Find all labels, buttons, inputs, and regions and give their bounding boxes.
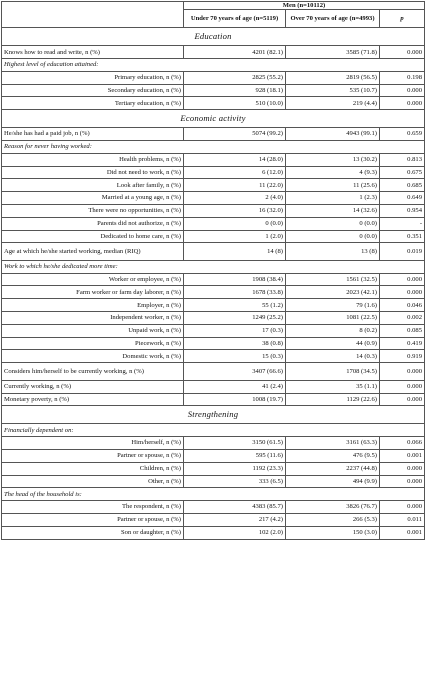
value-over-70: 2237 (44.8) [286, 462, 380, 475]
table-row [2, 97, 425, 110]
value-under-70: 17 (0.3) [184, 324, 286, 337]
value-under-70: 14 (28.0) [184, 153, 286, 166]
table-row [2, 243, 425, 261]
value-p: 0.000 [380, 475, 425, 488]
value-under-70: 6 (12.0) [184, 166, 286, 179]
value-p: 0.419 [380, 337, 425, 350]
section-row [2, 28, 425, 46]
value-under-70: 1192 (23.3) [184, 462, 286, 475]
value-over-70: 8 (0.2) [286, 324, 380, 337]
table-row [2, 299, 425, 312]
table-row [2, 449, 425, 462]
value-over-70: 1081 (22.5) [286, 312, 380, 325]
row-label: Unpaid work, n (%) [2, 324, 184, 337]
value-over-70: 14 (32.6) [286, 204, 380, 217]
value-over-70: 535 (10.7) [286, 84, 380, 97]
header-over-70: Over 70 years of age (n=4993) [286, 10, 380, 28]
row-label: Primary education, n (%) [2, 71, 184, 84]
table-row [2, 380, 425, 393]
value-p: 0.659 [380, 128, 425, 141]
value-p: 0.000 [380, 501, 425, 514]
value-p: 0.000 [380, 286, 425, 299]
table-row [2, 475, 425, 488]
value-under-70: 510 (10.0) [184, 97, 286, 110]
value-under-70: 333 (6.5) [184, 475, 286, 488]
value-p: 0.649 [380, 192, 425, 205]
row-label: Health problems, n (%) [2, 153, 184, 166]
row-label: Monetary poverty, n (%) [2, 393, 184, 406]
row-label: Farm worker or farm day laborer, n (%) [2, 286, 184, 299]
row-label: Dedicated to home care, n (%) [2, 230, 184, 243]
value-over-70: 2023 (42.1) [286, 286, 380, 299]
value-over-70: 266 (5.3) [286, 513, 380, 526]
table-row [2, 363, 425, 381]
value-under-70: 2825 (55.2) [184, 71, 286, 84]
value-over-70: 2819 (56.5) [286, 71, 380, 84]
value-p: 0.813 [380, 153, 425, 166]
value-over-70: 35 (1.1) [286, 380, 380, 393]
value-p: 0.000 [380, 84, 425, 97]
value-p: - [380, 217, 425, 230]
value-over-70: 11 (25.6) [286, 179, 380, 192]
row-label: Married at a young age, n (%) [2, 192, 184, 205]
subheading-row [2, 140, 425, 153]
value-p: 0.046 [380, 299, 425, 312]
subheading-row [2, 488, 425, 501]
subheading-row [2, 260, 425, 273]
value-under-70: 38 (0.8) [184, 337, 286, 350]
value-under-70: 102 (2.0) [184, 526, 286, 539]
value-over-70: 1129 (22.6) [286, 393, 380, 406]
table-row [2, 230, 425, 243]
section-row [2, 406, 425, 424]
row-label: Parents did not authorize, n (%) [2, 217, 184, 230]
section-title: Education [2, 28, 425, 46]
value-p: 0.675 [380, 166, 425, 179]
row-label: Son or daughter, n (%) [2, 526, 184, 539]
value-under-70: 41 (2.4) [184, 380, 286, 393]
table-row [2, 312, 425, 325]
row-label: Did not need to work, n (%) [2, 166, 184, 179]
value-p: 0.954 [380, 204, 425, 217]
value-p: 0.198 [380, 71, 425, 84]
table-row [2, 286, 425, 299]
table-row [2, 84, 425, 97]
value-under-70: 1678 (33.8) [184, 286, 286, 299]
subheading-row [2, 59, 425, 72]
row-label: Piecework, n (%) [2, 337, 184, 350]
value-under-70: 16 (32.0) [184, 204, 286, 217]
value-p: 0.000 [380, 393, 425, 406]
value-under-70: 1008 (19.7) [184, 393, 286, 406]
value-under-70: 3150 (61.5) [184, 437, 286, 450]
row-label: Knows how to read and write, n (%) [2, 46, 184, 59]
value-p: 0.066 [380, 437, 425, 450]
table-row [2, 153, 425, 166]
value-over-70: 4943 (99.1) [286, 128, 380, 141]
section-title: Strengthening [2, 406, 425, 424]
value-under-70: 3407 (66.6) [184, 363, 286, 381]
header-group-men: Men (n=10112) [184, 2, 425, 10]
row-label: Independent worker, n (%) [2, 312, 184, 325]
value-under-70: 55 (1.2) [184, 299, 286, 312]
value-p: 0.351 [380, 230, 425, 243]
row-label: Children, n (%) [2, 462, 184, 475]
header-empty-cell [2, 2, 184, 28]
table-row [2, 501, 425, 514]
header-p-value: p [380, 10, 425, 28]
value-under-70: 1908 (38.4) [184, 273, 286, 286]
value-under-70: 595 (11.6) [184, 449, 286, 462]
value-over-70: 79 (1.6) [286, 299, 380, 312]
value-over-70: 476 (9.5) [286, 449, 380, 462]
value-under-70: 15 (0.3) [184, 350, 286, 363]
value-under-70: 928 (18.1) [184, 84, 286, 97]
row-label: Other, n (%) [2, 475, 184, 488]
value-over-70: 494 (9.9) [286, 475, 380, 488]
value-over-70: 150 (3.0) [286, 526, 380, 539]
row-label: Currently working, n (%) [2, 380, 184, 393]
value-p: 0.919 [380, 350, 425, 363]
row-label: Age at which he/she started working, median (RIQ) [2, 243, 184, 261]
row-label: Partner or spouse, n (%) [2, 449, 184, 462]
results-table [1, 1, 425, 540]
table-row [2, 526, 425, 539]
value-under-70: 4383 (85.7) [184, 501, 286, 514]
value-over-70: 0 (0.0) [286, 217, 380, 230]
value-under-70: 2 (4.0) [184, 192, 286, 205]
table-row [2, 393, 425, 406]
value-p: 0.000 [380, 97, 425, 110]
table-row [2, 324, 425, 337]
table-row [2, 128, 425, 141]
subheading-label: The head of the household is: [2, 488, 425, 501]
subheading-label: Reason for never having worked: [2, 140, 425, 153]
value-over-70: 14 (0.3) [286, 350, 380, 363]
value-over-70: 1561 (32.5) [286, 273, 380, 286]
value-p: 0.019 [380, 243, 425, 261]
value-over-70: 3161 (63.3) [286, 437, 380, 450]
table-row [2, 337, 425, 350]
value-under-70: 11 (22.0) [184, 179, 286, 192]
value-p: 0.011 [380, 513, 425, 526]
value-over-70: 3585 (71.8) [286, 46, 380, 59]
table-row [2, 179, 425, 192]
subheading-label: Work to which he/she dedicated more time: [2, 260, 425, 273]
table-row [2, 46, 425, 59]
section-row [2, 110, 425, 128]
value-over-70: 13 (8) [286, 243, 380, 261]
table-row [2, 513, 425, 526]
value-p: 0.000 [380, 46, 425, 59]
value-p: 0.000 [380, 363, 425, 381]
table-row [2, 273, 425, 286]
value-p: 0.685 [380, 179, 425, 192]
subheading-row [2, 424, 425, 437]
row-label: The respondent, n (%) [2, 501, 184, 514]
section-title: Economic activity [2, 110, 425, 128]
value-over-70: 1708 (34.5) [286, 363, 380, 381]
table-body [2, 2, 425, 540]
table-row [2, 166, 425, 179]
value-p: 0.000 [380, 380, 425, 393]
table-row [2, 437, 425, 450]
value-over-70: 44 (0.9) [286, 337, 380, 350]
value-p: 0.001 [380, 449, 425, 462]
table-row [2, 217, 425, 230]
value-p: 0.002 [380, 312, 425, 325]
row-label: Worker or employee, n (%) [2, 273, 184, 286]
header-row-group [2, 2, 425, 10]
row-label: Tertiary education, n (%) [2, 97, 184, 110]
value-under-70: 1249 (25.2) [184, 312, 286, 325]
table-row [2, 204, 425, 217]
value-p: 0.085 [380, 324, 425, 337]
value-under-70: 1 (2.0) [184, 230, 286, 243]
value-over-70: 1 (2.3) [286, 192, 380, 205]
row-label: Secondary education, n (%) [2, 84, 184, 97]
row-label: Him/herself, n (%) [2, 437, 184, 450]
value-under-70: 14 (8) [184, 243, 286, 261]
row-label: He/she has had a paid job, n (%) [2, 128, 184, 141]
value-over-70: 4 (9.3) [286, 166, 380, 179]
value-over-70: 219 (4.4) [286, 97, 380, 110]
value-p: 0.001 [380, 526, 425, 539]
row-label: Look after family, n (%) [2, 179, 184, 192]
row-label: Domestic work, n (%) [2, 350, 184, 363]
value-over-70: 0 (0.0) [286, 230, 380, 243]
value-under-70: 5074 (99.2) [184, 128, 286, 141]
value-p: 0.000 [380, 462, 425, 475]
row-label: Considers him/herself to be currently working, n (%) [2, 363, 184, 381]
table-row [2, 71, 425, 84]
value-over-70: 3826 (76.7) [286, 501, 380, 514]
table-row [2, 350, 425, 363]
table-row [2, 192, 425, 205]
value-under-70: 0 (0.0) [184, 217, 286, 230]
table-row [2, 462, 425, 475]
subheading-label: Highest level of education attained: [2, 59, 425, 72]
subheading-label: Financially dependent on: [2, 424, 425, 437]
value-under-70: 217 (4.2) [184, 513, 286, 526]
header-under-70: Under 70 years of age (n=5119) [184, 10, 286, 28]
value-p: 0.000 [380, 273, 425, 286]
row-label: There were no opportunities, n (%) [2, 204, 184, 217]
row-label: Employer, n (%) [2, 299, 184, 312]
value-over-70: 13 (30.2) [286, 153, 380, 166]
row-label: Partner or spouse, n (%) [2, 513, 184, 526]
value-under-70: 4201 (82.1) [184, 46, 286, 59]
